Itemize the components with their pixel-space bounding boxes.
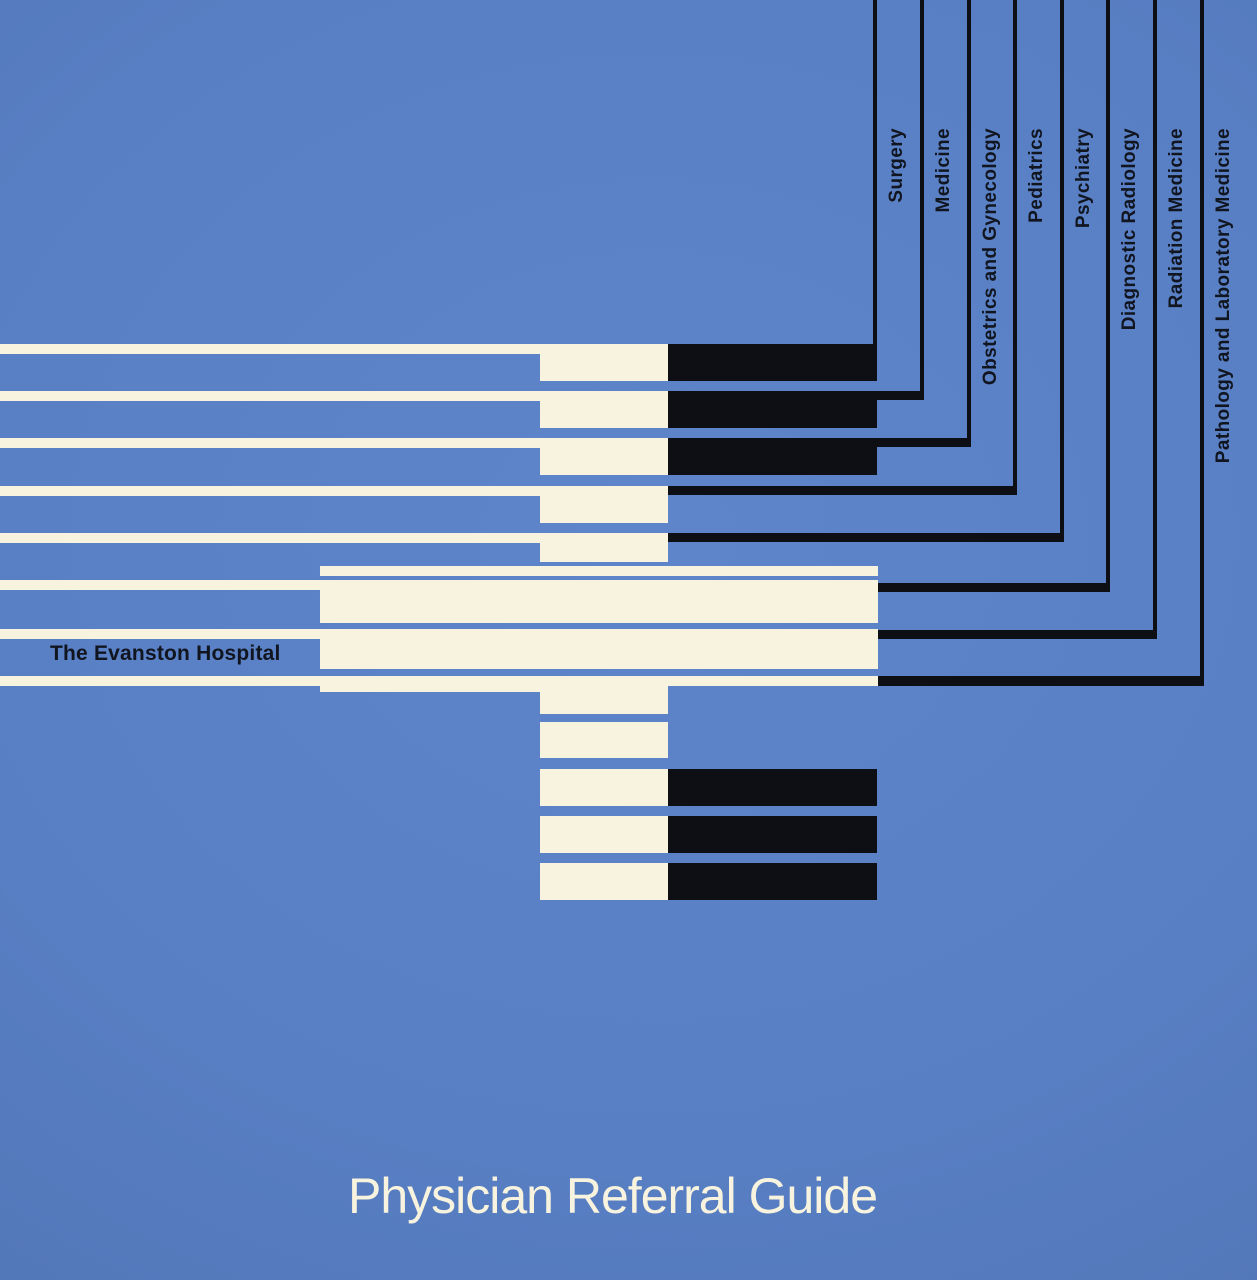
department-label-pathology-laboratory: Pathology and Laboratory Medicine (1213, 128, 1234, 464)
connector-line-diagnostic-radiology (878, 583, 1110, 592)
row-line-pediatrics (0, 486, 540, 496)
cross-column-block (540, 438, 668, 475)
cross-column-block (540, 816, 668, 853)
connector-line-pathology (878, 676, 1204, 686)
cross-column-block (540, 344, 668, 381)
row-line-diagnostic-radiology (0, 580, 320, 590)
connector-line-psychiatry (668, 533, 1064, 542)
bottom-bar (668, 863, 877, 900)
department-label-pediatrics: Pediatrics (1026, 128, 1047, 223)
department-label-diagnostic-radiology: Diagnostic Radiology (1119, 128, 1140, 331)
row-line-surgery (0, 344, 540, 354)
cross-column-block (540, 533, 668, 562)
row-line-radiation-medicine (0, 629, 320, 639)
row-line-psychiatry (0, 533, 540, 543)
organization-name: The Evanston Hospital (50, 642, 281, 665)
row-line-medicine (0, 391, 540, 401)
department-line-pathology-laboratory (1200, 0, 1204, 686)
cross-band-upper (320, 580, 878, 623)
connector-line-medicine (877, 391, 924, 400)
cross-column-block (540, 769, 668, 806)
cross-column-block (540, 676, 668, 714)
department-label-radiation-medicine: Radiation Medicine (1166, 128, 1187, 309)
connector-bar-surgery (668, 344, 877, 381)
connector-line-radiation-medicine (878, 630, 1157, 639)
cross-column-block (540, 486, 668, 523)
connector-line-obstetrics (877, 438, 971, 447)
cross-column-block (540, 863, 668, 900)
connector-bar-medicine (668, 391, 877, 428)
cross-band-bottom-step (320, 676, 540, 692)
department-line-obstetrics-gynecology (967, 0, 971, 447)
department-line-psychiatry (1060, 0, 1064, 542)
bottom-bar (668, 816, 877, 853)
department-line-medicine (920, 0, 924, 400)
row-line-obstetrics (0, 438, 540, 448)
department-line-diagnostic-radiology (1106, 0, 1110, 592)
department-label-medicine: Medicine (933, 128, 954, 213)
cross-band-top-line (320, 566, 878, 576)
cross-column-block (540, 722, 668, 758)
department-label-psychiatry: Psychiatry (1073, 128, 1094, 229)
cross-column-block (540, 391, 668, 428)
department-label-surgery: Surgery (886, 128, 907, 203)
connector-line-pediatrics (668, 486, 1017, 495)
poster-title: Physician Referral Guide (348, 1168, 878, 1224)
cross-band-lower (320, 629, 878, 669)
department-label-obstetrics-gynecology: Obstetrics and Gynecology (980, 128, 1001, 386)
connector-bar-obstetrics (668, 438, 877, 475)
department-line-radiation-medicine (1153, 0, 1157, 639)
department-line-pediatrics (1013, 0, 1017, 495)
department-line-surgery (873, 0, 877, 381)
bottom-bar (668, 769, 877, 806)
